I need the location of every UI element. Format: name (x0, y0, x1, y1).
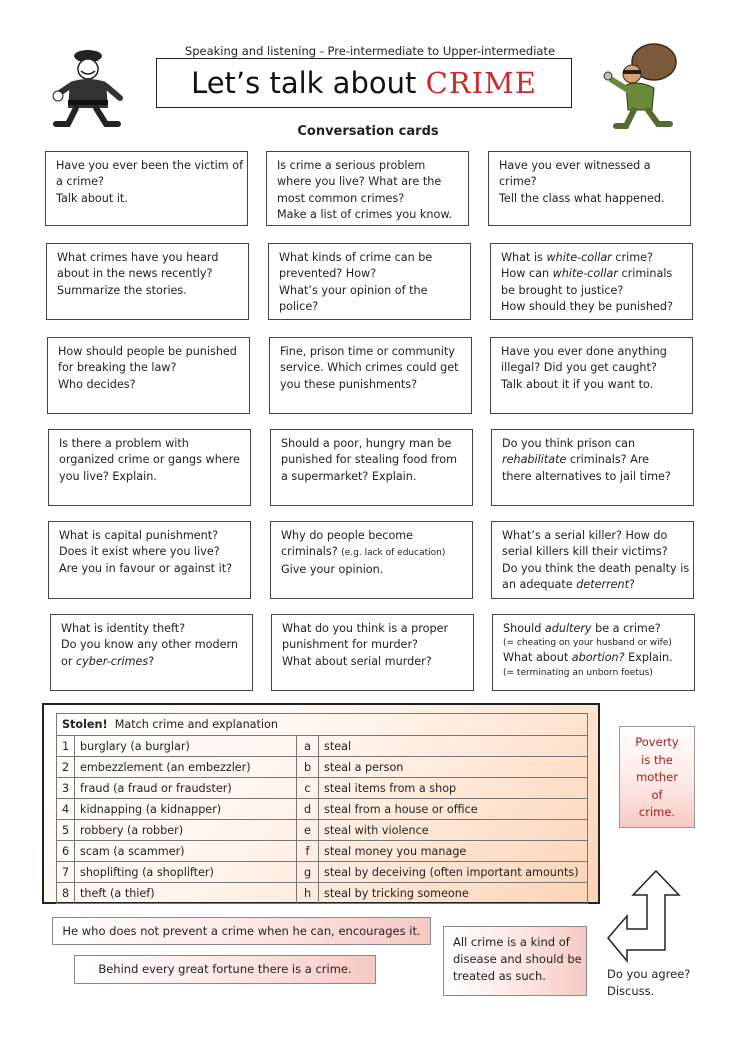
row-number: 5 (57, 820, 75, 841)
worksheet-title (156, 58, 572, 108)
crime-match-table (56, 713, 588, 904)
row-letter: a (297, 736, 319, 757)
card-identity-theft: What is identity theft? Do you know any other modern or cyber-crimes? (50, 614, 253, 691)
crime-name: scam (a scammer) (75, 841, 297, 862)
card-victim: Have you ever been the victim of a crime? Talk about it. (45, 151, 248, 226)
row-letter: e (297, 820, 319, 841)
poverty-quote: Poverty is the mother of crime. (619, 726, 695, 828)
crime-name: theft (a thief) (75, 883, 297, 904)
card-witnessed: Have you ever witnessed a crime? Tell the class what happened. (488, 151, 691, 226)
table-row (57, 799, 588, 820)
card-illegal: Have you ever done anything illegal? Did you get caught? Talk about it if you want to. (490, 337, 693, 414)
crime-name: fraud (a fraud or fraudster) (75, 778, 297, 799)
card-organized-crime: Is there a problem with organized crime or gangs where you live? Explain. (48, 429, 251, 506)
card-punished: How should people be punished for breaking the law? Who decides? (47, 337, 250, 414)
stolen-exercise (42, 703, 600, 904)
table-row (57, 841, 588, 862)
row-number: 6 (57, 841, 75, 862)
card-news: What crimes have you heard about in the news recently? Summarize the stories. (46, 243, 249, 320)
card-white-collar: What is white-collar crime? How can white-collar criminals be brought to justice? How should they be punished? (490, 243, 693, 320)
crime-name: robbery (a robber) (75, 820, 297, 841)
card-hungry-man: Should a poor, hungry man be punished for stealing food from a supermarket? Explain. (270, 429, 473, 506)
italic-term: rehabilitate (502, 453, 567, 467)
discussion-prompt: Do you agree? Discuss. (607, 967, 691, 998)
card-serious-problem: Is crime a serious problem where you live? What are the most common crimes? Make a list of crimes you know. (266, 151, 469, 226)
table-header-row (57, 714, 588, 736)
italic-term: abortion? (571, 651, 625, 665)
example-note: (e.g. lack of education) (341, 548, 446, 559)
card-capital-punishment: What is capital punishment? Does it exist where you live? Are you in favour or against it? (48, 521, 251, 599)
card-become-criminals: Why do people become criminals? (e.g. lack of education) Give your opinion. (270, 521, 473, 599)
table-row (57, 757, 588, 778)
card-rehabilitate: Do you think prison can rehabilitate criminals? Are there alternatives to jail time? (491, 429, 694, 506)
card-prevented: What kinds of crime can be prevented? How? What’s your opinion of the police? (268, 243, 471, 320)
robber-illustration (592, 40, 692, 130)
italic-term: deterrent (576, 577, 630, 591)
worksheet-subtitle: Speaking and listening - Pre-intermediate to Upper-intermediate (184, 44, 556, 58)
row-number: 8 (57, 883, 75, 904)
card-adultery: Should adultery be a crime? (= cheating on your husband or wife) What about abortion? Explain. (= terminating an unborn foetus) (492, 614, 695, 691)
crime-explanation: steal with violence (319, 820, 588, 841)
prevent-quote: He who does not prevent a crime when he can, encourages it. (52, 917, 431, 945)
crime-name: kidnapping (a kidnapper) (75, 799, 297, 820)
table-row (57, 862, 588, 883)
policeman-illustration (48, 42, 134, 130)
crime-explanation: steal from a house or office (319, 799, 588, 820)
table-row (57, 820, 588, 841)
card-murder: What do you think is a proper punishment for murder? What about serial murder? (271, 614, 474, 691)
table-row (57, 736, 588, 757)
italic-term: white-collar (546, 251, 612, 264)
italic-term: white-collar (552, 267, 618, 281)
title-main: Let’s talk about (191, 66, 417, 100)
row-letter: b (297, 757, 319, 778)
row-letter: d (297, 799, 319, 820)
italic-term: cyber-crimes (76, 654, 149, 668)
row-number: 1 (57, 736, 75, 757)
crime-explanation: steal by deceiving (often important amounts) (319, 862, 588, 883)
row-letter: g (297, 862, 319, 883)
crime-explanation: steal a person (319, 757, 588, 778)
row-number: 2 (57, 757, 75, 778)
turn-arrow-icon (605, 868, 681, 963)
crime-explanation: steal (319, 736, 588, 757)
row-letter: c (297, 778, 319, 799)
title-accent: CRIME (425, 66, 537, 100)
crime-explanation: steal money you manage (319, 841, 588, 862)
row-number: 4 (57, 799, 75, 820)
crime-name: embezzlement (an embezzler) (75, 757, 297, 778)
italic-term: adultery (544, 622, 592, 635)
all-crime-quote: All crime is a kind of disease and should be treated as such. (443, 926, 587, 996)
table-row (57, 883, 588, 904)
crime-explanation: steal by tricking someone (319, 883, 588, 904)
table-row (57, 778, 588, 799)
row-number: 3 (57, 778, 75, 799)
exercise-instruction: Match crime and explanation (114, 718, 278, 731)
exercise-title: Stolen! (62, 718, 108, 731)
card-fine-prison: Fine, prison time or community service. Which crimes could get you these punishments? (269, 337, 472, 414)
row-letter: h (297, 883, 319, 904)
card-serial-killer: What’s a serial killer? How do serial killers kill their victims? Do you think the death penalty is an adequate deterrent? (491, 521, 694, 599)
crime-name: burglary (a burglar) (75, 736, 297, 757)
row-number: 7 (57, 862, 75, 883)
crime-explanation: steal items from a shop (319, 778, 588, 799)
fortune-quote: Behind every great fortune there is a crime. (74, 955, 376, 984)
row-letter: f (297, 841, 319, 862)
section-title: Conversation cards (297, 124, 439, 139)
crime-name: shoplifting (a shoplifter) (75, 862, 297, 883)
